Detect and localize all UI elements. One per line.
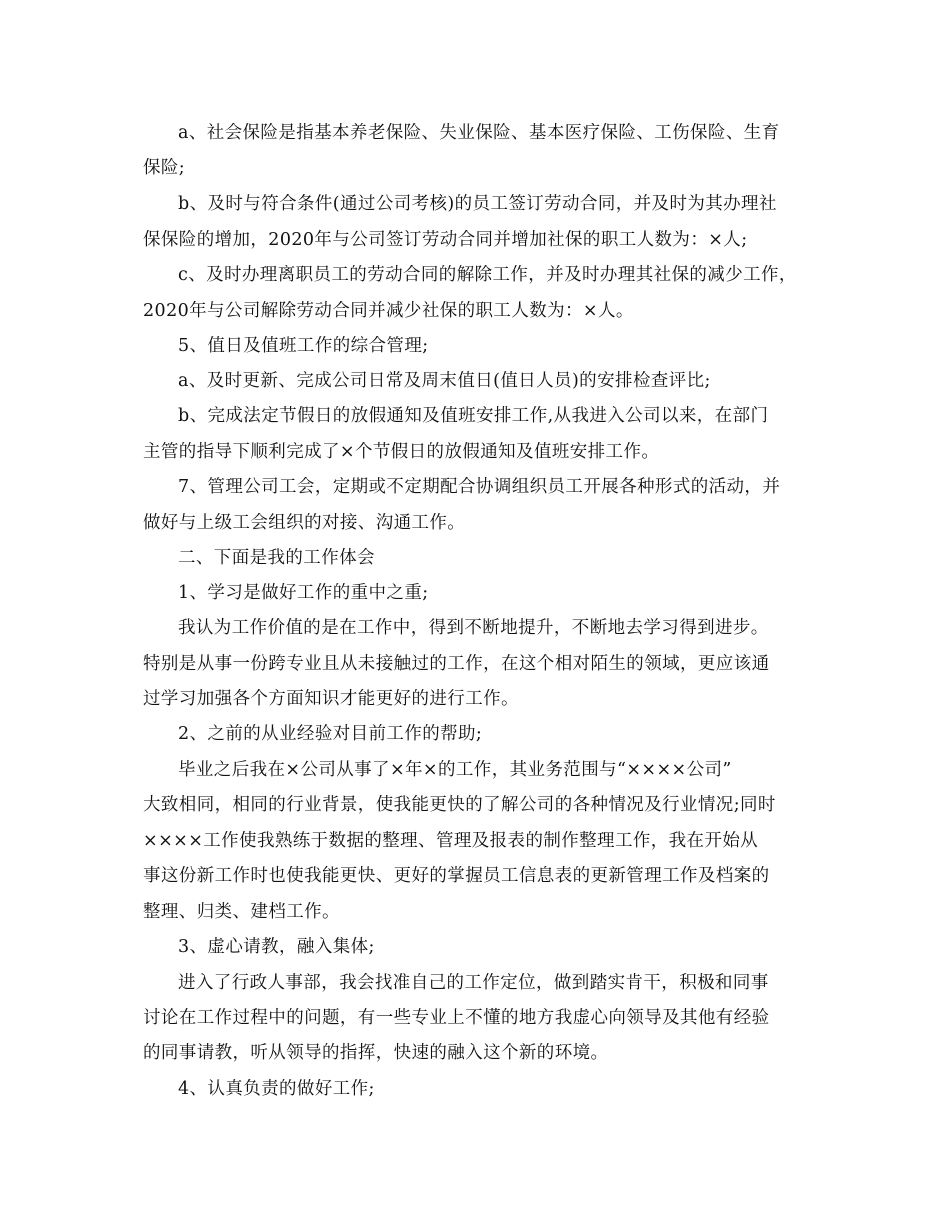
text-line: ××××工作使我熟练于数据的整理、管理及报表的制作整理工作，我在开始从 xyxy=(143,831,759,851)
section-heading: 二、下面是我的工作体会 xyxy=(178,548,375,568)
text-line: 5、值日及值班工作的综合管理; xyxy=(178,336,429,356)
text-line: 特别是从事一份跨专业且从未接触过的工作，在这个相对陌生的领域，更应该通 xyxy=(143,654,770,674)
text-line: 保保险的增加，2020年与公司签订劳动合同并增加社保的职工人数为：×人; xyxy=(143,230,748,250)
text-line: 大致相同，相同的行业背景，使我能更快的了解公司的各种情况及行业情况;同时 xyxy=(143,795,776,815)
text-line: b、完成法定节假日的放假通知及值班安排工作,从我进入公司以来，在部门 xyxy=(178,406,769,426)
text-line: 整理、归类、建档工作。 xyxy=(143,902,340,922)
text-line: b、及时与符合条件(通过公司考核)的员工签订劳动合同，并及时为其办理社 xyxy=(178,194,777,214)
text-line: 的同事请教，听从领导的指挥，快速的融入这个新的环境。 xyxy=(143,1043,609,1063)
text-line: 2020年与公司解除劳动合同并减少社保的职工人数为：×人。 xyxy=(143,301,634,321)
text-line: 主管的指导下顺利完成了×个节假日的放假通知及值班安排工作。 xyxy=(143,442,660,462)
text-line: 3、虚心请教，融入集体; xyxy=(178,937,375,957)
text-line: 事这份新工作时也使我能更快、更好的掌握员工信息表的更新管理工作及档案的 xyxy=(143,866,770,886)
text-line: 讨论在工作过程中的问题，有一些专业上不懂的地方我虚心向领导及其他有经验 xyxy=(143,1008,770,1028)
text-line: 保险; xyxy=(143,158,186,178)
text-line: 进入了行政人事部，我会找准自己的工作定位，做到踏实肯干，积极和同事 xyxy=(178,973,769,993)
text-line: 7、管理公司工会，定期或不定期配合协调组织员工开展各种形式的活动，并 xyxy=(178,477,781,497)
text-line: c、及时办理离职员工的劳动合同的解除工作，并及时办理其社保的减少工作， xyxy=(178,265,797,285)
text-line: 过学习加强各个方面知识才能更好的进行工作。 xyxy=(143,689,519,709)
text-line: 1、学习是做好工作的重中之重; xyxy=(178,583,429,603)
text-line: 做好与上级工会组织的对接、沟通工作。 xyxy=(143,513,466,533)
text-line: 4、认真负责的做好工作; xyxy=(178,1079,375,1099)
text-line: a、社会保险是指基本养老保险、失业保险、基本医疗保险、工伤保险、生育 xyxy=(178,123,780,143)
text-line: 我认为工作价值的是在工作中，得到不断地提升，不断地去学习得到进步。 xyxy=(178,618,769,638)
text-line: a、及时更新、完成公司日常及周末值日(值日人员)的安排检查评比; xyxy=(178,371,711,391)
text-line: 2、之前的从业经验对目前工作的帮助; xyxy=(178,724,483,744)
text-line: 毕业之后我在×公司从事了×年×的工作，其业务范围与“××××公司” xyxy=(178,760,732,780)
